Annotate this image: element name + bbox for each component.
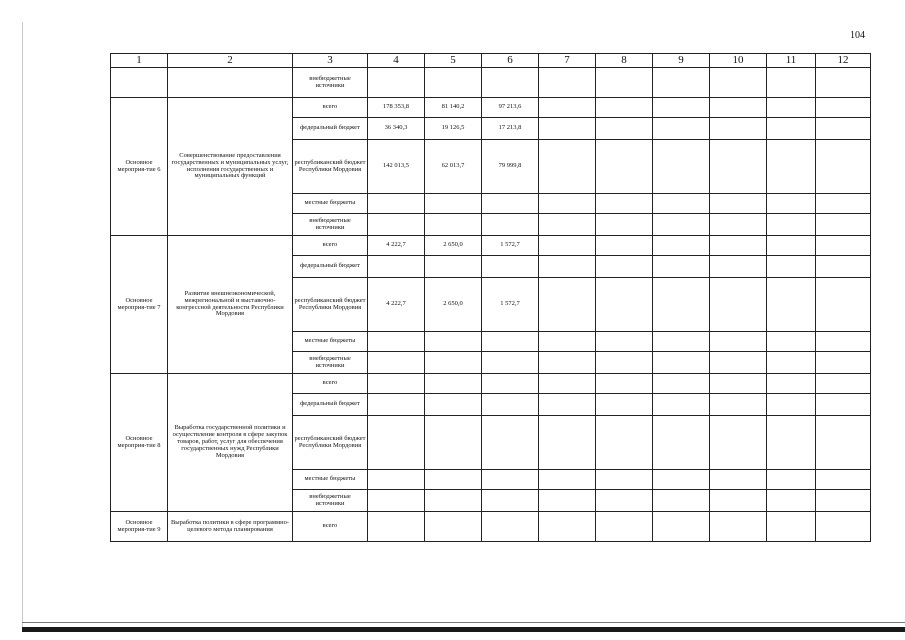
name-cell: Совершенствование предоставления государственных и муниципальных услуг, исполнения государственных и муниципальных функций bbox=[168, 98, 293, 236]
empty-cell bbox=[767, 194, 816, 214]
source-cell: республиканский бюджет Республики Мордовия bbox=[293, 278, 368, 332]
empty-cell bbox=[710, 490, 767, 512]
value-cell bbox=[425, 352, 482, 374]
empty-cell bbox=[816, 394, 871, 416]
value-cell bbox=[425, 256, 482, 278]
value-cell: 97 213,6 bbox=[482, 98, 539, 118]
empty-cell bbox=[539, 214, 596, 236]
value-cell bbox=[368, 374, 425, 394]
page-bottom-edge bbox=[22, 627, 905, 632]
empty-cell bbox=[767, 394, 816, 416]
empty-cell bbox=[710, 416, 767, 470]
value-cell bbox=[368, 214, 425, 236]
empty-cell bbox=[767, 332, 816, 352]
page-bottom-edge-thin bbox=[22, 622, 905, 623]
empty-cell bbox=[539, 256, 596, 278]
page-number: 104 bbox=[850, 30, 865, 41]
empty-cell bbox=[539, 278, 596, 332]
source-cell: всего bbox=[293, 374, 368, 394]
value-cell: 142 013,5 bbox=[368, 140, 425, 194]
budget-table bbox=[110, 53, 871, 542]
column-header: 11 bbox=[767, 54, 816, 68]
activity-cell: Основное мероприя-тие 6 bbox=[111, 98, 168, 236]
empty-cell bbox=[767, 118, 816, 140]
empty-cell bbox=[539, 236, 596, 256]
empty-cell bbox=[816, 278, 871, 332]
value-cell bbox=[425, 374, 482, 394]
empty-cell bbox=[767, 140, 816, 194]
empty-cell bbox=[653, 374, 710, 394]
column-header: 3 bbox=[293, 54, 368, 68]
value-cell bbox=[425, 214, 482, 236]
source-cell: федеральный бюджет bbox=[293, 118, 368, 140]
empty-cell bbox=[596, 512, 653, 542]
source-cell: республиканский бюджет Республики Мордовия bbox=[293, 416, 368, 470]
empty-cell bbox=[710, 374, 767, 394]
value-cell bbox=[368, 352, 425, 374]
value-cell bbox=[482, 374, 539, 394]
activity-cell bbox=[111, 68, 168, 98]
value-cell bbox=[425, 470, 482, 490]
empty-cell bbox=[596, 332, 653, 352]
empty-cell bbox=[816, 490, 871, 512]
empty-cell bbox=[767, 470, 816, 490]
source-cell: внебюджетные источники bbox=[293, 68, 368, 98]
empty-cell bbox=[653, 352, 710, 374]
empty-cell bbox=[539, 490, 596, 512]
source-cell: внебюджетные источники bbox=[293, 214, 368, 236]
empty-cell bbox=[767, 374, 816, 394]
value-cell bbox=[425, 394, 482, 416]
empty-cell bbox=[767, 214, 816, 236]
empty-cell bbox=[816, 140, 871, 194]
value-cell: 19 126,5 bbox=[425, 118, 482, 140]
empty-cell bbox=[653, 416, 710, 470]
empty-cell bbox=[539, 416, 596, 470]
empty-cell bbox=[767, 490, 816, 512]
value-cell bbox=[368, 194, 425, 214]
empty-cell bbox=[653, 256, 710, 278]
empty-cell bbox=[710, 470, 767, 490]
empty-cell bbox=[767, 98, 816, 118]
value-cell: 62 013,7 bbox=[425, 140, 482, 194]
empty-cell bbox=[710, 332, 767, 352]
empty-cell bbox=[710, 98, 767, 118]
empty-cell bbox=[596, 194, 653, 214]
source-cell: внебюджетные источники bbox=[293, 352, 368, 374]
empty-cell bbox=[653, 140, 710, 194]
empty-cell bbox=[710, 140, 767, 194]
empty-cell bbox=[539, 194, 596, 214]
column-header: 8 bbox=[596, 54, 653, 68]
source-cell: местные бюджеты bbox=[293, 332, 368, 352]
column-header: 7 bbox=[539, 54, 596, 68]
empty-cell bbox=[710, 118, 767, 140]
value-cell: 2 650,0 bbox=[425, 236, 482, 256]
column-header: 4 bbox=[368, 54, 425, 68]
empty-cell bbox=[539, 374, 596, 394]
value-cell: 4 222,7 bbox=[368, 278, 425, 332]
empty-cell bbox=[710, 214, 767, 236]
source-cell: всего bbox=[293, 236, 368, 256]
empty-cell bbox=[816, 194, 871, 214]
empty-cell bbox=[767, 512, 816, 542]
empty-cell bbox=[653, 194, 710, 214]
name-cell bbox=[168, 68, 293, 98]
empty-cell bbox=[816, 332, 871, 352]
empty-cell bbox=[767, 416, 816, 470]
name-cell: Выработка политики в сфере программно-целевого метода планирования bbox=[168, 512, 293, 542]
empty-cell bbox=[539, 118, 596, 140]
empty-cell bbox=[816, 236, 871, 256]
empty-cell bbox=[653, 118, 710, 140]
value-cell bbox=[482, 470, 539, 490]
empty-cell bbox=[710, 278, 767, 332]
value-cell bbox=[425, 194, 482, 214]
empty-cell bbox=[710, 256, 767, 278]
value-cell: 81 140,2 bbox=[425, 98, 482, 118]
empty-cell bbox=[816, 416, 871, 470]
column-header: 10 bbox=[710, 54, 767, 68]
empty-cell bbox=[653, 332, 710, 352]
empty-cell bbox=[596, 98, 653, 118]
column-header: 2 bbox=[168, 54, 293, 68]
source-cell: республиканский бюджет Республики Мордовия bbox=[293, 140, 368, 194]
value-cell bbox=[368, 394, 425, 416]
empty-cell bbox=[710, 194, 767, 214]
value-cell bbox=[368, 470, 425, 490]
empty-cell bbox=[539, 140, 596, 194]
table-row bbox=[111, 236, 871, 256]
value-cell bbox=[368, 332, 425, 352]
empty-cell bbox=[596, 236, 653, 256]
column-header: 12 bbox=[816, 54, 871, 68]
value-cell: 1 572,7 bbox=[482, 236, 539, 256]
value-cell bbox=[425, 332, 482, 352]
activity-cell: Основное мероприя-тие 8 bbox=[111, 374, 168, 512]
header-row bbox=[111, 54, 871, 68]
value-cell: 2 650,0 bbox=[425, 278, 482, 332]
value-cell: 178 353,8 bbox=[368, 98, 425, 118]
empty-cell bbox=[596, 214, 653, 236]
name-cell: Выработка государственной политики и осуществление контроля в сфере закупок товаров, работ, услуг для обеспечения государственных нужд Республики Мордовия bbox=[168, 374, 293, 512]
value-cell bbox=[482, 512, 539, 542]
table-body bbox=[111, 54, 871, 542]
empty-cell bbox=[539, 470, 596, 490]
empty-cell bbox=[653, 214, 710, 236]
empty-cell bbox=[710, 394, 767, 416]
source-cell: федеральный бюджет bbox=[293, 394, 368, 416]
table-row bbox=[111, 512, 871, 542]
value-cell bbox=[368, 512, 425, 542]
value-cell: 17 213,8 bbox=[482, 118, 539, 140]
column-header: 9 bbox=[653, 54, 710, 68]
column-header: 5 bbox=[425, 54, 482, 68]
empty-cell bbox=[596, 118, 653, 140]
value-cell: 4 222,7 bbox=[368, 236, 425, 256]
value-cell bbox=[425, 490, 482, 512]
value-cell bbox=[368, 256, 425, 278]
page-left-edge bbox=[22, 22, 23, 627]
name-cell: Развитие внешнеэкономической, межрегиональной и выставочно-конгрессной деятельности Республики Мордовия bbox=[168, 236, 293, 374]
empty-cell bbox=[653, 490, 710, 512]
empty-cell bbox=[539, 394, 596, 416]
source-cell: местные бюджеты bbox=[293, 194, 368, 214]
value-cell bbox=[425, 416, 482, 470]
empty-cell bbox=[816, 352, 871, 374]
column-header: 6 bbox=[482, 54, 539, 68]
empty-cell bbox=[596, 490, 653, 512]
empty-cell bbox=[710, 352, 767, 374]
empty-cell bbox=[710, 512, 767, 542]
empty-cell bbox=[767, 278, 816, 332]
empty-cell bbox=[596, 352, 653, 374]
empty-cell bbox=[539, 332, 596, 352]
source-cell: всего bbox=[293, 98, 368, 118]
empty-cell bbox=[653, 470, 710, 490]
value-cell bbox=[368, 416, 425, 470]
empty-cell bbox=[596, 140, 653, 194]
empty-cell bbox=[710, 236, 767, 256]
source-cell: местные бюджеты bbox=[293, 470, 368, 490]
empty-cell bbox=[767, 256, 816, 278]
empty-cell bbox=[596, 374, 653, 394]
empty-cell bbox=[539, 512, 596, 542]
empty-cell bbox=[816, 98, 871, 118]
empty-cell bbox=[816, 470, 871, 490]
value-cell bbox=[482, 332, 539, 352]
value-cell bbox=[368, 490, 425, 512]
empty-cell bbox=[816, 256, 871, 278]
value-cell bbox=[482, 416, 539, 470]
source-cell: внебюджетные источники bbox=[293, 490, 368, 512]
table-row bbox=[111, 98, 871, 118]
table-row bbox=[111, 374, 871, 394]
column-header: 1 bbox=[111, 54, 168, 68]
empty-cell bbox=[596, 256, 653, 278]
value-cell bbox=[482, 256, 539, 278]
empty-cell bbox=[596, 416, 653, 470]
empty-cell bbox=[653, 394, 710, 416]
value-cell bbox=[482, 214, 539, 236]
value-cell bbox=[482, 490, 539, 512]
value-cell bbox=[482, 194, 539, 214]
empty-cell bbox=[596, 278, 653, 332]
empty-cell bbox=[539, 352, 596, 374]
empty-cell bbox=[767, 236, 816, 256]
activity-cell: Основное мероприя-тие 9 bbox=[111, 512, 168, 542]
value-cell: 79 999,8 bbox=[482, 140, 539, 194]
empty-cell bbox=[596, 394, 653, 416]
empty-cell bbox=[816, 512, 871, 542]
empty-cell bbox=[653, 278, 710, 332]
value-cell bbox=[425, 512, 482, 542]
empty-cell bbox=[767, 352, 816, 374]
empty-cell bbox=[816, 214, 871, 236]
source-cell: всего bbox=[293, 512, 368, 542]
activity-cell: Основное мероприя-тие 7 bbox=[111, 236, 168, 374]
value-cell: 1 572,7 bbox=[482, 278, 539, 332]
empty-cell bbox=[653, 98, 710, 118]
empty-cell bbox=[653, 236, 710, 256]
empty-cell bbox=[596, 470, 653, 490]
table-row bbox=[111, 68, 871, 98]
value-cell: 36 340,3 bbox=[368, 118, 425, 140]
empty-cell bbox=[816, 118, 871, 140]
empty-cell bbox=[539, 98, 596, 118]
value-cell bbox=[482, 394, 539, 416]
source-cell: федеральный бюджет bbox=[293, 256, 368, 278]
empty-cell bbox=[653, 512, 710, 542]
empty-cell bbox=[816, 374, 871, 394]
value-cell bbox=[482, 352, 539, 374]
